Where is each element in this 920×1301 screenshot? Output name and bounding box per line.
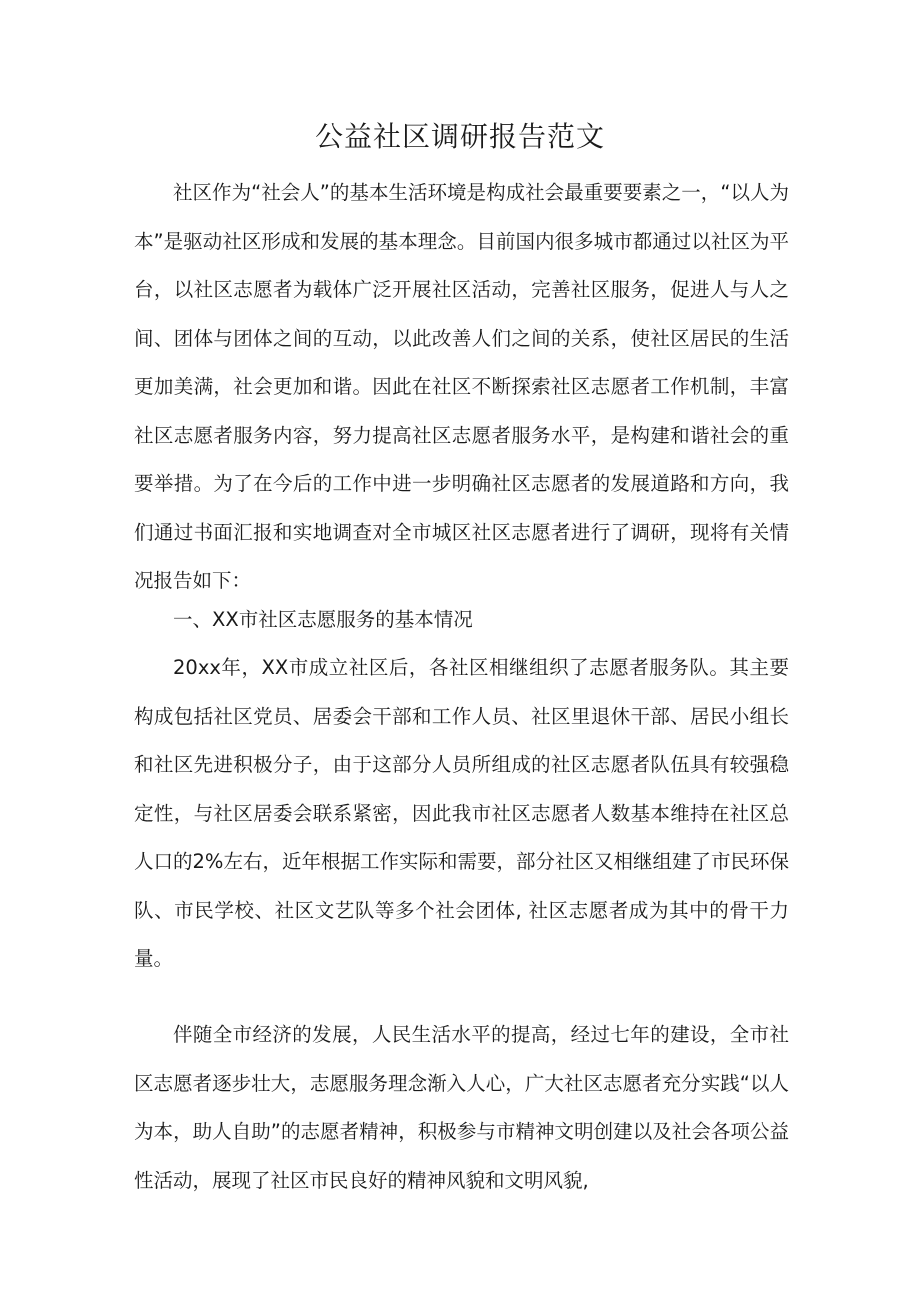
- paragraph-development: 伴随全市经济的发展，人民生活水平的提高，经过七年的建设，全市社区志愿者逐步壮大，志愿服务理念渐入人心，广大社区志愿者充分实践“以人为本，助人自助”的志愿者精神，积极参与市精神文明创建以及社会各项公益性活动，展现了社区市民良好的精神风貌和文明风貌,: [134, 1023, 789, 1192]
- document-title: 公益社区调研报告范文: [314, 120, 605, 153]
- paragraph-introduction: 社区作为“社会人”的基本生活环境是构成社会最重要要素之一，“以人为本”是驱动社区形成和发展的基本理念。目前国内很多城市都通过以社区为平台，以社区志愿者为载体广泛开展社区活动，完善社区服务，促进人与人之间、团体与团体之间的互动，以此改善人们之间的关系，使社区居民的生活更加美满，社会更加和谐。因此在社区不断探索社区志愿者工作机制，丰富社区志愿者服务内容，努力提高社区志愿者服务水平，是构建和谐社会的重要举措。为了在今后的工作中进一步明确社区志愿者的发展道路和方向，我们通过书面汇报和实地调查对全市城区社区志愿者进行了调研，现将有关情况报告如下：: [134, 181, 789, 592]
- section-heading-1: 一、XX市社区志愿服务的基本情况: [173, 608, 473, 631]
- paragraph-basic-situation: 20xx年，XX市成立社区后，各社区相继组织了志愿者服务队。其主要构成包括社区党员、居委会干部和工作人员、社区里退休干部、居民小组长和社区先进积极分子，由于这部分人员所组成的社区志愿者队伍具有较强稳定性，与社区居委会联系紧密，因此我市社区志愿者人数基本维持在社区总人口的2%左右，近年根据工作实际和需要，部分社区又相继组建了市民环保队、市民学校、社区文艺队等多个社会团体, 社区志愿者成为其中的骨干力量。: [134, 656, 789, 970]
